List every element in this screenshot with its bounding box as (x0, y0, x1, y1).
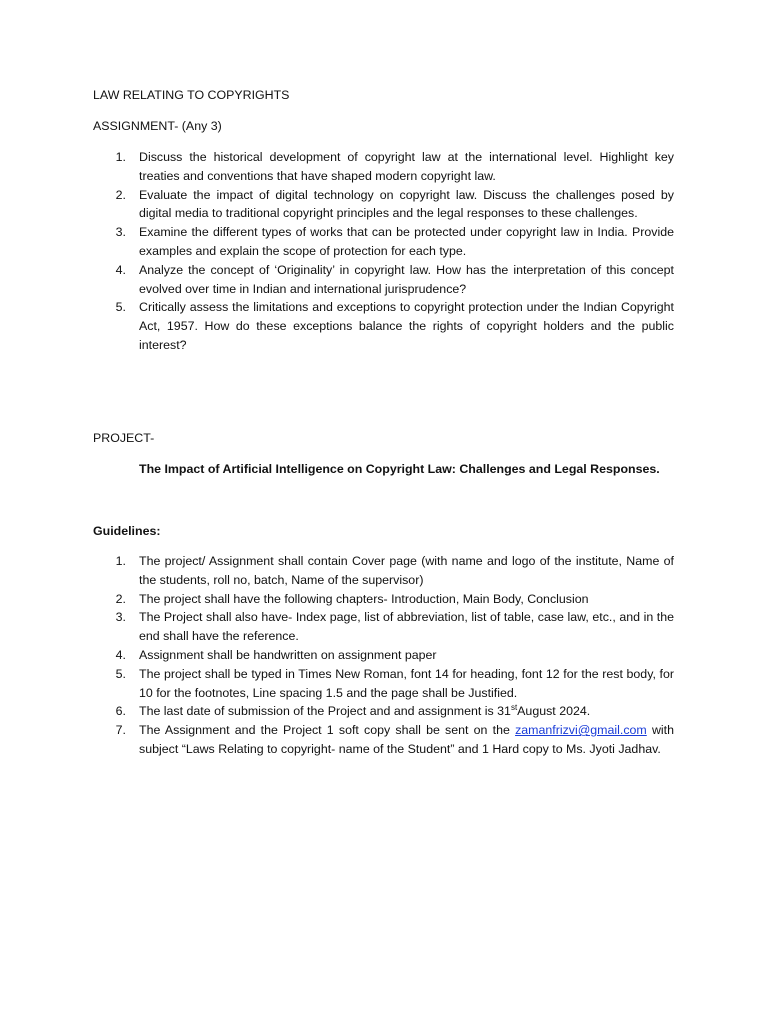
email-link[interactable]: zamanfrizvi@gmail.com (515, 723, 647, 738)
item-text: Critically assess the limitations and exceptions to copyright protection under the Indian Copyright Act, 1957. How do these exceptions balance the rights of copyright holders and the public interest? (139, 300, 674, 352)
item-text: August 2024. (517, 704, 591, 719)
item-number: 1. (115, 150, 126, 164)
list-item (93, 186, 674, 224)
assignment-list (93, 148, 674, 355)
list-item (93, 298, 674, 354)
item-text: Evaluate the impact of digital technology on copyright law. Discuss the challenges posed by digital media to traditional copyright principles and the legal responses to these challenges. (139, 187, 674, 221)
document-title: LAW RELATING TO COPYRIGHTS (93, 88, 290, 102)
item-text: Analyze the concept of ‘Originality’ in copyright law. How has the interpretation of this concept evolved over time in Indian and international jurisprudence? (139, 262, 674, 296)
item-text: The project shall be typed in Times New Roman, font 14 for heading, font 12 for the rest body, for 10 for the footnotes, Line spacing 1.5 and the page shall be Justified. (139, 666, 674, 700)
item-number: 2. (115, 187, 126, 202)
list-item (93, 552, 674, 590)
item-number: 4. (115, 647, 126, 662)
item-number: 3. (115, 225, 126, 240)
superscript: st (510, 703, 518, 713)
list-item (93, 148, 674, 186)
item-number: 1. (115, 554, 126, 568)
item-text: The Project shall also have- Index page, list of abbreviation, list of table, case law, etc., and in the end shall have the reference. (139, 610, 674, 644)
list-item (93, 223, 674, 261)
item-text: with subject “Laws Relating to copyright- name of the Student” and 1 Hard copy to Ms. Jyoti Jadhav. (139, 723, 674, 756)
item-text: Examine the different types of works that can be protected under copyright law in India. Provide examples and explain the scope of protection for each type. (139, 225, 674, 258)
list-item (93, 590, 674, 609)
item-number: 2. (115, 591, 126, 606)
item-number: 4. (115, 262, 126, 277)
list-item (93, 261, 674, 299)
item-number: 3. (115, 610, 126, 625)
item-text: The project/ Assignment shall contain Cover page (with name and logo of the institute, Name of the students, roll no, batch, Name of the supervisor) (139, 554, 674, 587)
item-text: The Assignment and the Project 1 soft copy shall be sent on the (139, 723, 516, 738)
list-item (93, 608, 674, 646)
item-text: Assignment shall be handwritten on assignment paper (139, 647, 437, 662)
project-title: The Impact of Artificial Intelligence on Copyright Law: Challenges and Legal Responses. (139, 462, 660, 476)
assignment-label: ASSIGNMENT- (Any 3) (93, 119, 222, 133)
list-item (93, 702, 674, 721)
guidelines-heading: Guidelines: (93, 524, 161, 538)
list-item (93, 721, 674, 759)
item-number: 5. (115, 300, 126, 315)
item-number: 5. (115, 666, 126, 681)
item-text: The project shall have the following chapters- Introduction, Main Body, Conclusion (139, 591, 589, 606)
guidelines-list (93, 552, 674, 759)
item-number: 7. (115, 723, 126, 738)
item-number: 6. (115, 704, 126, 719)
list-item (93, 646, 674, 665)
list-item (93, 665, 674, 703)
item-text: Discuss the historical development of copyright law at the international level. Highlight key treaties and conventions that have shaped modern copyright law. (139, 150, 674, 183)
project-label: PROJECT- (93, 431, 155, 445)
item-text: The last date of submission of the Project and and assignment is 31 (139, 704, 511, 719)
